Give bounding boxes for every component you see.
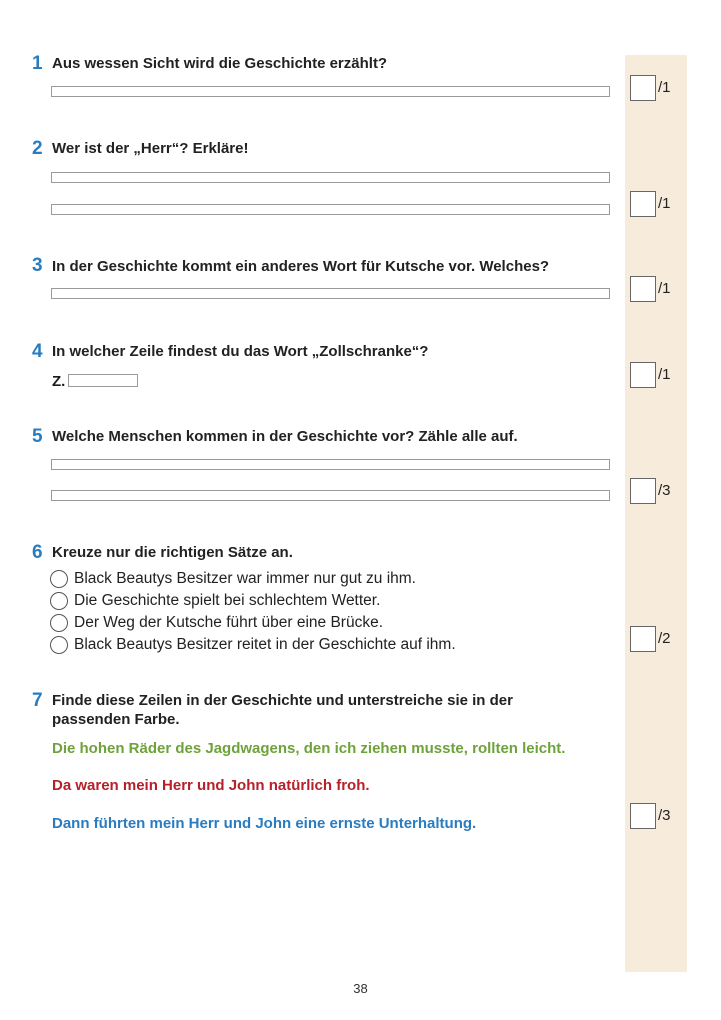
question-1-text: Aus wessen Sicht wird die Geschichte erzählt? <box>52 55 388 72</box>
green-sentence: Die hohen Räder des Jagdwagens, den ich ziehen musste, rollten leicht. <box>52 740 566 757</box>
score-box[interactable] <box>630 191 656 217</box>
question-6-text: Kreuze nur die richtigen Sätze an. <box>52 544 293 561</box>
question-2-text: Wer ist der „Herr“? Erkläre! <box>52 140 249 157</box>
points-label: /2 <box>658 630 671 647</box>
score-box[interactable] <box>630 478 656 504</box>
answer-line[interactable] <box>51 204 610 215</box>
page-number: 38 <box>353 981 368 996</box>
question-5-number: 5 <box>32 426 43 447</box>
score-box[interactable] <box>630 75 656 101</box>
option-label: Black Beautys Besitzer reitet in der Geschichte auf ihm. <box>74 636 456 653</box>
question-7-text-line2: passenden Farbe. <box>52 711 180 728</box>
score-box[interactable] <box>630 362 656 388</box>
question-3-number: 3 <box>32 255 43 276</box>
option-label: Der Weg der Kutsche führt über eine Brücke. <box>74 614 384 631</box>
checkbox-circle[interactable] <box>50 636 68 654</box>
question-3-text: In der Geschichte kommt ein anderes Wort für Kutsche vor. Welches? <box>52 258 550 275</box>
question-2-number: 2 <box>32 138 43 159</box>
score-box[interactable] <box>630 803 656 829</box>
points-label: /1 <box>658 366 671 383</box>
question-4-number: 4 <box>32 341 43 362</box>
question-1-number: 1 <box>32 53 43 74</box>
answer-line[interactable] <box>51 86 610 97</box>
answer-line[interactable] <box>51 490 610 501</box>
option-3[interactable] <box>50 614 383 632</box>
answer-line[interactable] <box>51 288 610 299</box>
line-number-input[interactable] <box>68 374 138 387</box>
points-label: /1 <box>658 280 671 297</box>
option-2[interactable] <box>50 592 380 610</box>
score-box[interactable] <box>630 276 656 302</box>
question-7-text-line1: Finde diese Zeilen in der Geschichte und unterstreiche sie in der <box>52 692 513 709</box>
question-6-number: 6 <box>32 542 43 563</box>
blue-sentence: Dann führten mein Herr und John eine ernste Unterhaltung. <box>52 815 477 832</box>
points-label: /1 <box>658 195 671 212</box>
question-5-text: Welche Menschen kommen in der Geschichte vor? Zähle alle auf. <box>52 428 518 445</box>
line-prefix-label: Z. <box>52 373 66 390</box>
checkbox-circle[interactable] <box>50 614 68 632</box>
answer-line[interactable] <box>51 172 610 183</box>
points-label: /3 <box>658 807 671 824</box>
answer-line[interactable] <box>51 459 610 470</box>
option-4[interactable] <box>50 636 456 654</box>
checkbox-circle[interactable] <box>50 570 68 588</box>
question-7-number: 7 <box>32 690 43 711</box>
score-box[interactable] <box>630 626 656 652</box>
option-1[interactable] <box>50 570 416 588</box>
option-label: Die Geschichte spielt bei schlechtem Wetter. <box>74 592 381 609</box>
red-sentence: Da waren mein Herr und John natürlich froh. <box>52 777 370 794</box>
points-label: /1 <box>658 79 671 96</box>
question-4-text: In welcher Zeile findest du das Wort „Zollschranke“? <box>52 343 429 360</box>
checkbox-circle[interactable] <box>50 592 68 610</box>
option-label: Black Beautys Besitzer war immer nur gut zu ihm. <box>74 570 416 587</box>
points-label: /3 <box>658 482 671 499</box>
